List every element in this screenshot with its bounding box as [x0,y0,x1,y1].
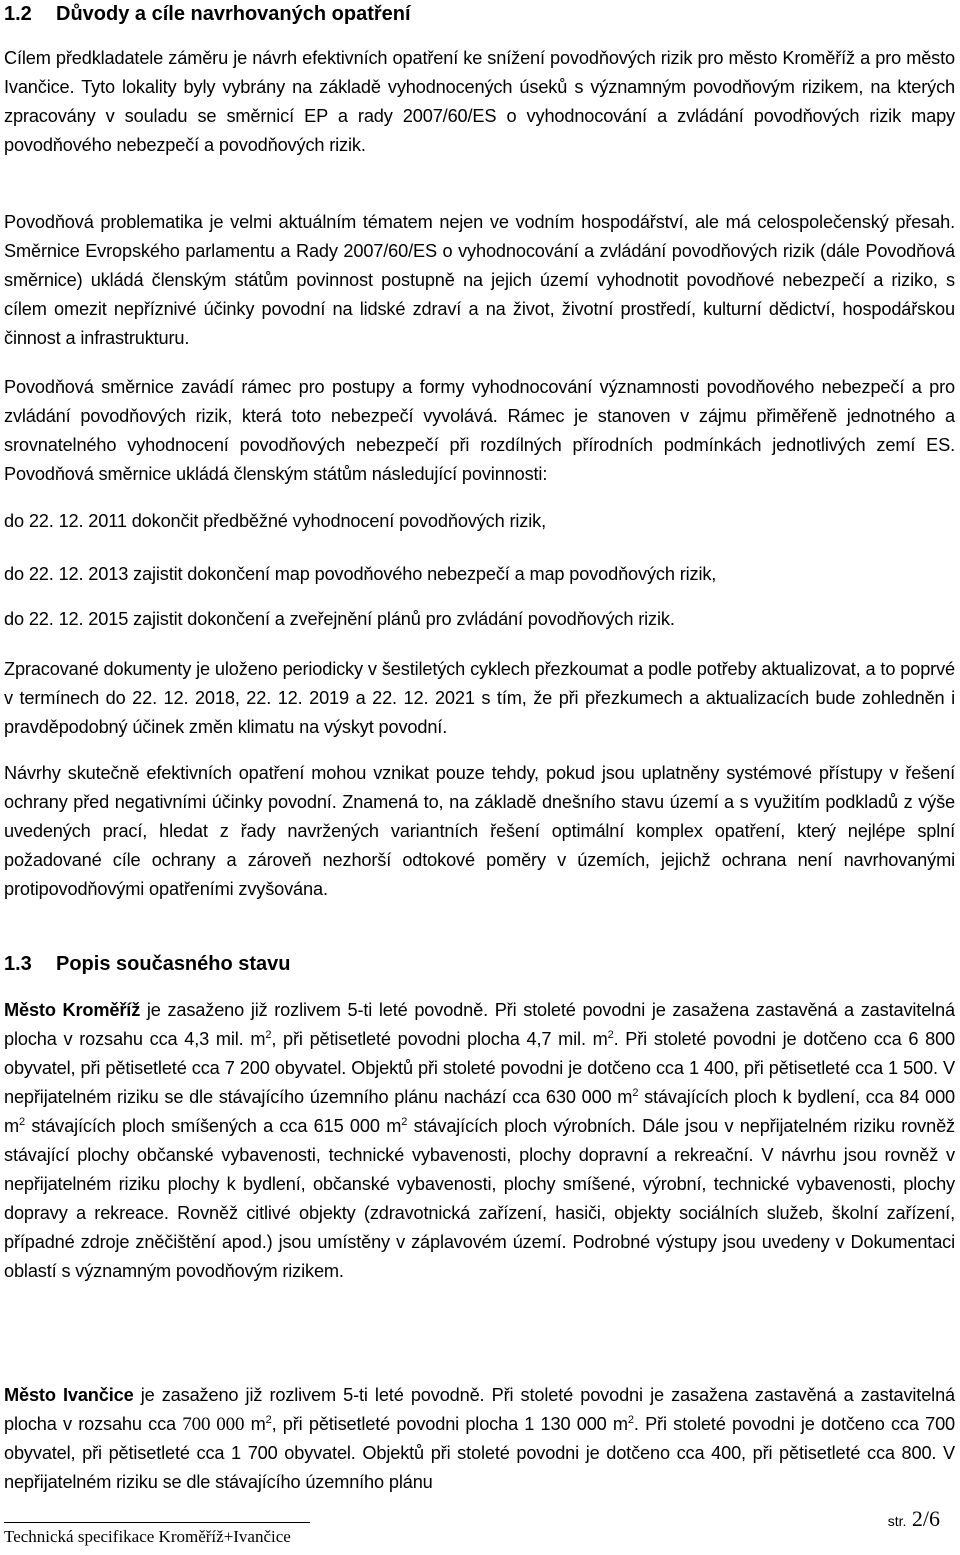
section-number: 1.2 [4,3,32,25]
footer-document-title: Technická specifikace Kroměříž+Ivančice [4,1527,291,1546]
paragraph-kromeriz: Město Kroměříž je zasaženo již rozlivem 5-ti leté povodně. Při stoleté povodni je zasažena zastavěná a zastavitelná plocha v rozsahu cca 4,3 mil. $m^2$, při pětisetleté povodni plocha 4,7 mil. $m^2$. Při stoleté povodni je dotčeno cca 6 800 obyvatel, při pětisetleté cca 7 200 obyvatel. Objektů při stoleté povodni je dotčeno cca 1 400, při pětisetleté cca 1 500. V nepřijatelném riziku se dle stávajícího územního plánu nachází cca 630 000 $m^2$ stávajících ploch k bydlení, cca 84 000 $m^2$ stávajících ploch smíšených a cca 615 000 $m^2$ stávajících ploch výrobních. Dále jsou v nepřijatelném riziku rovněž stávající plochy občanské vybavenosti, technické vybavenosti, plochy dopravní a rekreační. V návrhu jsou rovněž v nepřijatelném riziku plochy k bydlení, občanské vybavenosti, plochy smíšené, výrobní, technické vybavenosti, plochy dopravy a rekreace. Rovněž citlivé objekty (zdravotnická zařízení, hasiči, objekty sociálních služeb, školní zařízení, případné zdroje zněčištění apod.) jsou umístěny v záplavovém území. Podrobné výstupy jsou uvedeny v Dokumentaci oblastí s významným povodňovým rizikem. [4,1000,956,1281]
section-heading-1-2 [4,0,411,28]
paragraph-goals: Cílem předkladatele záměru je návrh efektivních opatření ke snížení povodňových rizik pro město Kroměříž a pro město Ivančice. Tyto lokality byly vybrány na základě vyhodnocených úseků s významným povodňovým rizikem, na kterých zpracovány v souladu se směrnicí EP a rady 2007/60/ES o vyhodnocování a zvládání povodňových rizik mapy povodňového nebezpečí a povodňových rizik. [4,48,955,155]
city-name-ivancice: Město Ivančice [4,1385,134,1405]
city-name-kromeriz: Město Kroměříž [4,1000,141,1020]
page-number [888,1506,940,1534]
deadline-2011: do 22. 12. 2011 dokončit předběžné vyhodnocení povodňových rizik, [4,511,546,531]
deadline-2013: do 22. 12. 2013 zajistit dokončení map povodňového nebezpečí a map povodňových rizik, [4,564,717,584]
section-number: 1.3 [4,953,32,975]
paragraph-review-cycles: Zpracované dokumenty je uloženo periodicky v šestiletých cyklech přezkoumat a podle potřeby aktualizovat, a to poprvé v termínech do 22. 12. 2018, 22. 12. 2019 a 22. 12. 2021 s tím, že při přezkumech a aktualizacích bude zohledněn i pravděpodobný účinek změn klimatu na výskyt povodní. [4,659,955,737]
paragraph-ivancice: Město Ivančice je zasaženo již rozlivem 5-ti leté povodně. Při stoleté povodni je zasažena zastavěná a zastavitelná plocha v rozsahu cca 700 000 $m^2$, při pětisetleté povodni plocha 1 130 000 $m^2$. Při stoleté povodni je dotčeno cca 700 obyvatel, při pětisetleté cca 1 700 obyvatel. Objektů při stoleté povodni je dotčeno cca 400, při pětisetleté cca 800. V nepřijatelném riziku se dle stávajícího územního plánu [4,1385,956,1492]
page-number-value: 2/6 [911,1506,940,1531]
footer-divider [4,1522,310,1523]
paragraph-directive-framework: Povodňová směrnice zavádí rámec pro postupy a formy vyhodnocování významnosti povodňového nebezpečí a pro zvládání povodňových rizik, která toto nebezpečí vyvolává. Rámec je stanoven v zájmu přiměřeně jednotného a srovnatelného vyhodnocení povodňových nebezpečí při rozdílných přírodních podmínkách jednotlivých zemí ES. Povodňová směrnice ukládá členským státům následující povinnosti: [4,377,955,484]
page-prefix: str. [887,1513,907,1529]
deadline-2015: do 22. 12. 2015 zajistit dokončení a zveřejnění plánů pro zvládání povodňových rizik. [4,609,675,629]
paragraph-flood-issue: Povodňová problematika je velmi aktuálním tématem nejen ve vodním hospodářství, ale má celospolečenský přesah. Směrnice Evropského parlamentu a Rady 2007/60/ES o vyhodnocování a zvládání povodňových rizik (dále Povodňová směrnice) ukládá členským státům povinnost postupně na jejich území vyhodnotit povodňové nebezpečí a riziko, s cílem omezit nepříznivé účinky povodní na lidské zdraví a na život, životní prostředí, kulturní dědictví, hospodářskou činnost a infrastrukturu. [4,212,955,348]
section-heading-1-3 [4,950,291,978]
paragraph-measures: Návrhy skutečně efektivních opatření mohou vznikat pouze tehdy, pokud jsou uplatněny systémové přístupy v řešení ochrany před negativními účinky povodní. Znamená to, na základě dnešního stavu území a s využitím podkladů z výše uvedených prací, hledat z řady navržených variantních řešení optimální komplex opatření, který nejlépe splní požadované cíle ochrany a zároveň nezhorší odtokové poměry v územích, jejichž ochrana není navrhovanými protipovodňovými opatřeními zvyšována. [4,763,955,899]
section-title: Popis současného stavu [56,953,291,975]
section-title: Důvody a cíle navrhovaných opatření [56,3,411,25]
